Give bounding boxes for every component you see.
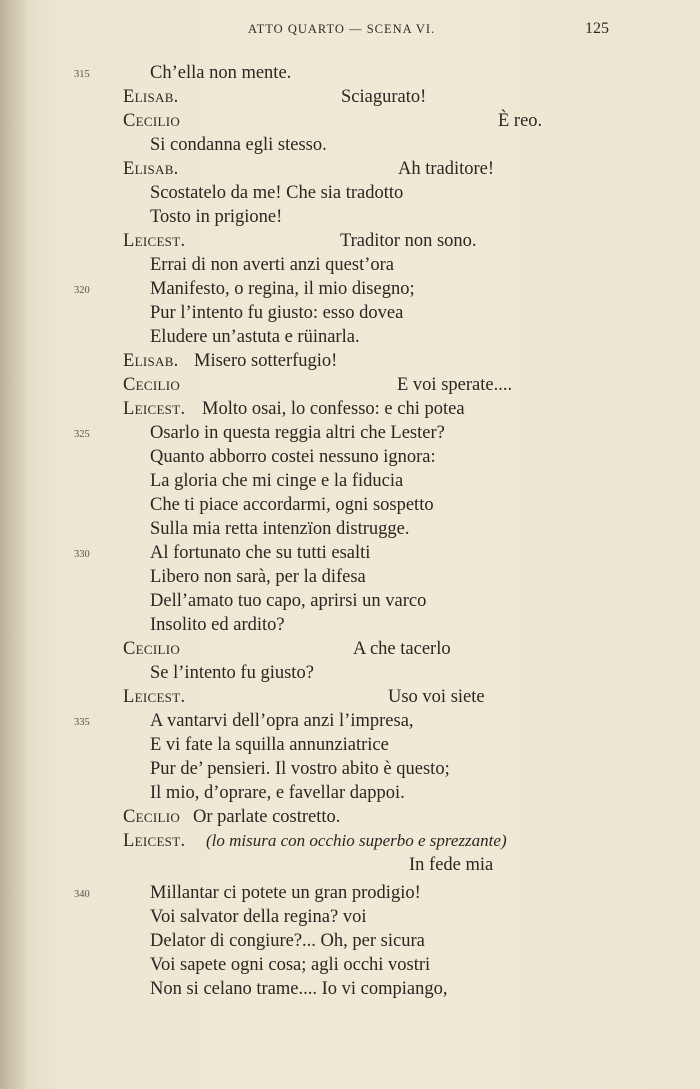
verse-text: Quanto abborro costei nessuno ignora: (150, 447, 436, 467)
verse-text: E vi fate la squilla annunziatrice (150, 735, 389, 755)
verse-text: Millantar ci potete un gran prodigio! (150, 883, 421, 903)
verse-text: Al fortunato che su tutti esalti (150, 543, 371, 563)
verse-text: Libero non sarà, per la difesa (150, 567, 366, 587)
verse-text: Pur de’ pensieri. Il vostro abito è questo; (150, 759, 450, 779)
verse-text: Osarlo in questa reggia altri che Lester? (150, 423, 445, 443)
verse-text: Insolito ed ardito? (150, 615, 285, 635)
verse-line (0, 205, 700, 229)
verse-line (0, 541, 700, 565)
verse-line (0, 181, 700, 205)
verse-text: Eludere un’astuta e rüinarla. (150, 327, 360, 347)
verse-text: È reo. (498, 111, 543, 131)
speaker-name: Elisab. (123, 159, 179, 179)
speaker-name: Cecilio (123, 375, 181, 395)
verse-text: A vantarvi dell’opra anzi l’impresa, (150, 711, 414, 731)
verse-text: In fede mia (409, 855, 494, 875)
verse-line (0, 253, 700, 277)
running-head: ATTO QUARTO — SCENA VI. (248, 22, 436, 36)
verse-line (0, 953, 700, 977)
line-number: 320 (74, 285, 90, 296)
speech-line (0, 397, 700, 421)
speaker-name: Cecilio (123, 807, 181, 827)
speech-line (0, 157, 700, 181)
verse-text: Che ti piace accordarmi, ogni sospetto (150, 495, 434, 515)
speech-line (0, 85, 700, 109)
speaker-name: Elisab. (123, 87, 179, 107)
speech-line (0, 373, 700, 397)
speaker-name: Leicest. (123, 231, 186, 251)
stage-direction: (lo misura con occhio superbo e sprezzante) (206, 831, 507, 850)
verse-line (0, 301, 700, 325)
speech-line (0, 829, 700, 853)
verse-text: Errai di non averti anzi quest’ora (150, 255, 394, 275)
verse-text: Misero sotterfugio! (194, 351, 338, 371)
verse-text: A che tacerlo (353, 639, 451, 659)
speaker-name: Cecilio (123, 111, 181, 131)
verse-line (0, 757, 700, 781)
verse-text: Il mio, d’oprare, e favellar dappoi. (150, 783, 405, 803)
verse-text: E voi sperate.... (397, 375, 513, 395)
verse-line (0, 517, 700, 541)
verse-text: Ah traditore! (398, 159, 495, 179)
verse-line (0, 61, 700, 85)
verse-text: Dell’amato tuo capo, aprirsi un varco (150, 591, 427, 611)
speech-line (0, 109, 700, 133)
speaker-name: Leicest. (123, 399, 186, 419)
verse-text: Se l’intento fu giusto? (150, 663, 314, 683)
verse-text: Tosto in prigione! (150, 207, 283, 227)
verse-line (0, 565, 700, 589)
verse-text: Delator di congiure?... Oh, per sicura (150, 931, 425, 951)
verse-line (0, 589, 700, 613)
verse-text: Ch’ella non mente. (150, 63, 292, 83)
verse-line (0, 421, 700, 445)
speech-line (0, 805, 700, 829)
verse-text: Or parlate costretto. (193, 807, 341, 827)
line-number: 330 (74, 549, 90, 560)
speech-line (0, 349, 700, 373)
line-number: 340 (74, 889, 90, 900)
line-number: 325 (74, 429, 90, 440)
verse-text: La gloria che mi cinge e la fiducia (150, 471, 404, 491)
speech-line (0, 229, 700, 253)
speaker-name: Elisab. (123, 351, 179, 371)
page-header (0, 22, 700, 42)
verse-line (0, 905, 700, 929)
speech-line (0, 685, 700, 709)
verse-line (0, 445, 700, 469)
verse-line (0, 661, 700, 685)
speaker-name: Cecilio (123, 639, 181, 659)
verse-line (0, 709, 700, 733)
page-number: 125 (585, 20, 609, 37)
verse-line (0, 133, 700, 157)
verse-line (0, 493, 700, 517)
verse-text: Voi sapete ogni cosa; agli occhi vostri (150, 955, 431, 975)
line-number: 335 (74, 717, 90, 728)
verse-line (0, 977, 700, 1001)
verse-line (0, 881, 700, 905)
verse-line (0, 469, 700, 493)
speech-line (0, 637, 700, 661)
verse-text: Molto osai, lo confesso: e chi potea (202, 399, 465, 419)
verse-text: Traditor non sono. (340, 231, 477, 251)
verse-line (0, 781, 700, 805)
verse-line (0, 613, 700, 637)
verse-line (0, 277, 700, 301)
verse-text: Voi salvator della regina? voi (150, 907, 367, 927)
verse-line (0, 733, 700, 757)
verse-line (0, 853, 700, 877)
verse-text: Sciagurato! (341, 87, 427, 107)
speaker-name: Leicest. (123, 687, 186, 707)
verse-text: Si condanna egli stesso. (150, 135, 327, 155)
verse-text: Sulla mia retta intenzïon distrugge. (150, 519, 410, 539)
line-number: 315 (74, 69, 90, 80)
verse-text: Manifesto, o regina, il mio disegno; (150, 279, 415, 299)
verse-text: Uso voi siete (388, 687, 485, 707)
verse-text: Pur l’intento fu giusto: esso dovea (150, 303, 404, 323)
speaker-name: Leicest. (123, 831, 186, 851)
verse-line (0, 325, 700, 349)
verse-line (0, 929, 700, 953)
verse-text: Scostatelo da me! Che sia tradotto (150, 183, 404, 203)
verse-text: Non si celano trame.... Io vi compiango, (150, 979, 448, 999)
